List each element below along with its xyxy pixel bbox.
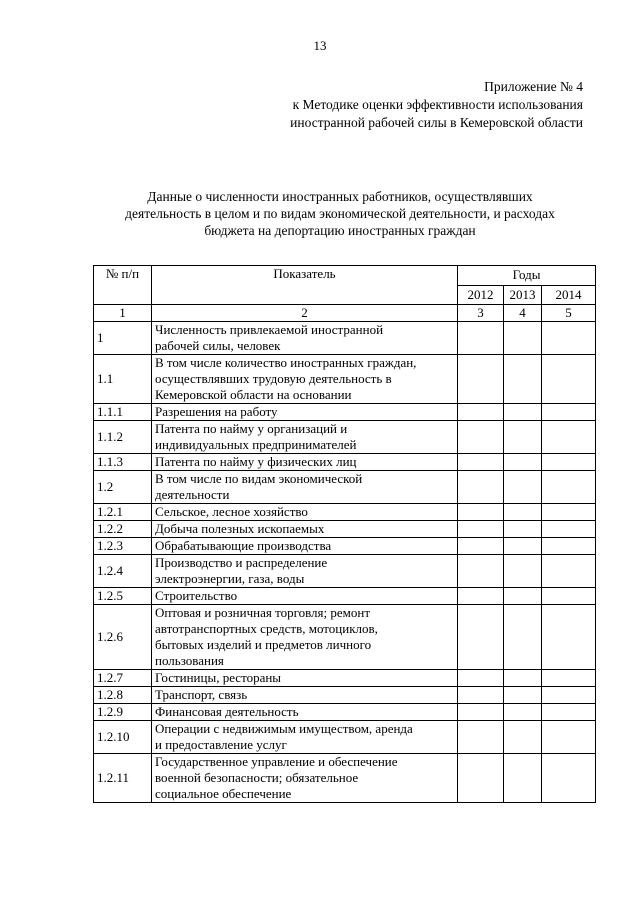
indicator-text-line: военной безопасности; обязательное [155,770,359,785]
row-indicator [152,322,458,355]
year-value-cell [458,521,504,538]
year-value-cell [504,504,542,521]
indicator-text-line: электроэнергии, газа, воды [155,571,305,586]
indicator-text-line: В том числе по видам экономической [155,471,363,486]
heading-line-3: бюджета на депортацию иностранных граждан [204,223,476,238]
year-value-cell [504,322,542,355]
year-value-cell [458,471,504,504]
table-row [94,471,596,504]
year-value-cell [458,504,504,521]
column-number: 4 [504,305,542,322]
table-header-row [94,266,596,286]
row-indicator [152,670,458,687]
year-value-cell [458,605,504,670]
table-row [94,404,596,421]
row-number: 1.1 [94,355,152,404]
row-number: 1.2.11 [94,754,152,803]
indicator-text-line: Патента по найму у организаций и [155,421,348,436]
row-indicator [152,687,458,704]
header-indicator: Показатель [152,266,458,305]
indicator-text-line: автотранспортных средств, мотоциклов, [155,621,378,636]
year-value-cell [458,754,504,803]
indicator-text-line: бытовых изделий и предметов личного [155,637,372,652]
appendix-line-2: иностранной рабочей силы в Кемеровской области [290,115,583,130]
row-number: 1.2.10 [94,721,152,754]
table-row [94,721,596,754]
year-value-cell [542,754,596,803]
indicator-text-line: Транспорт, связь [155,687,248,702]
column-number: 3 [458,305,504,322]
row-indicator [152,538,458,555]
year-value-cell [542,471,596,504]
year-value-cell [504,421,542,454]
row-indicator [152,588,458,605]
year-value-cell [458,588,504,605]
year-value-cell [458,721,504,754]
year-value-cell [504,355,542,404]
year-value-cell [542,605,596,670]
indicator-text-line: Государственное управление и обеспечение [155,754,398,769]
row-number: 1.1.1 [94,404,152,421]
year-value-cell [504,588,542,605]
row-indicator [152,721,458,754]
indicator-text-line: Финансовая деятельность [155,704,299,719]
row-indicator [152,471,458,504]
indicator-text-line: рабочей силы, человек [155,338,281,353]
row-number: 1.2.2 [94,521,152,538]
table-row [94,521,596,538]
year-value-cell [458,687,504,704]
table-row [94,588,596,605]
year-value-cell [458,704,504,721]
year-value-cell [504,471,542,504]
table-row [94,555,596,588]
indicator-text-line: Строительство [155,588,238,603]
year-value-cell [504,404,542,421]
year-value-cell [458,404,504,421]
year-value-cell [542,421,596,454]
year-value-cell [542,454,596,471]
table-row [94,704,596,721]
year-value-cell [542,588,596,605]
page-number: 13 [313,38,327,53]
table-row [94,322,596,355]
indicator-text-line: и предоставление услуг [155,737,287,752]
column-number: 2 [152,305,458,322]
indicator-text-line: Гостиницы, рестораны [155,670,282,685]
year-value-cell [458,454,504,471]
year-value-cell [542,670,596,687]
table-row [94,538,596,555]
table-row [94,355,596,404]
year-value-cell [504,670,542,687]
indicator-text-line: Операции с недвижимым имуществом, аренда [155,721,413,736]
row-indicator [152,555,458,588]
row-indicator [152,504,458,521]
year-value-cell [542,721,596,754]
year-value-cell [504,521,542,538]
year-value-cell [542,355,596,404]
year-value-cell [458,555,504,588]
year-value-cell [504,538,542,555]
year-value-cell [458,355,504,404]
indicator-text-line: В том числе количество иностранных граждан, [155,355,417,370]
year-value-cell [458,670,504,687]
indicator-text-line: Численность привлекаемой иностранной [155,322,384,337]
row-indicator [152,754,458,803]
appendix-title: Приложение № 4 [484,79,583,94]
table-body [94,322,596,803]
year-value-cell [542,322,596,355]
year-value-cell [504,721,542,754]
table-row [94,605,596,670]
year-value-cell [542,538,596,555]
indicator-text-line: пользования [155,653,224,668]
year-value-cell [458,421,504,454]
table-row [94,421,596,454]
row-number: 1.2.4 [94,555,152,588]
row-number: 1.2.8 [94,687,152,704]
year-value-cell [542,404,596,421]
row-number: 1.1.2 [94,421,152,454]
year-value-cell [458,538,504,555]
year-value-cell [504,555,542,588]
table-row [94,454,596,471]
header-year: 2014 [542,285,596,305]
indicator-text-line: Обрабатывающие производства [155,538,332,553]
header-year: 2012 [458,285,504,305]
row-indicator [152,421,458,454]
indicator-text-line: Оптовая и розничная торговля; ремонт [155,605,371,620]
row-number: 1.2.3 [94,538,152,555]
year-value-cell [504,605,542,670]
year-value-cell [458,322,504,355]
year-value-cell [504,687,542,704]
row-number: 1 [94,322,152,355]
indicator-text-line: осуществлявших трудовую деятельность в [155,371,392,386]
row-number: 1.2.9 [94,704,152,721]
indicator-text-line: Разрешения на работу [155,404,278,419]
indicator-text-line: Сельское, лесное хозяйство [155,504,308,519]
document-heading [80,188,600,239]
year-value-cell [542,504,596,521]
indicator-text-line: индивидуальных предпринимателей [155,437,357,452]
row-indicator [152,454,458,471]
row-number: 1.2.1 [94,504,152,521]
indicator-text-line: деятельности [155,487,230,502]
year-value-cell [504,754,542,803]
indicator-text-line: социальное обеспечение [155,786,292,801]
appendix-header [223,78,583,132]
table-row [94,687,596,704]
column-number: 1 [94,305,152,322]
header-num: № п/п [94,266,152,305]
indicator-text-line: Добыча полезных ископаемых [155,521,325,536]
row-indicator [152,355,458,404]
indicator-text-line: Кемеровской области на основании [155,387,352,402]
header-year: 2013 [504,285,542,305]
row-number: 1.2 [94,471,152,504]
year-value-cell [504,454,542,471]
row-indicator [152,404,458,421]
row-indicator [152,704,458,721]
year-value-cell [542,704,596,721]
header-years: Годы [458,266,596,286]
year-value-cell [504,704,542,721]
row-number: 1.2.7 [94,670,152,687]
data-table [93,265,596,803]
appendix-line-1: к Методике оценки эффективности использования [292,97,583,112]
row-indicator [152,521,458,538]
table-column-numbers-row [94,305,596,322]
table-row [94,754,596,803]
indicator-text-line: Производство и распределение [155,555,328,570]
row-number: 1.2.5 [94,588,152,605]
heading-line-2: деятельность в целом и по видам экономической деятельности, и расходах [125,206,555,221]
heading-line-1: Данные о численности иностранных работников, осуществлявших [147,189,533,204]
column-number: 5 [542,305,596,322]
row-number: 1.2.6 [94,605,152,670]
table-row [94,504,596,521]
indicator-text-line: Патента по найму у физических лиц [155,454,357,469]
year-value-cell [542,521,596,538]
row-number: 1.1.3 [94,454,152,471]
year-value-cell [542,555,596,588]
row-indicator [152,605,458,670]
year-value-cell [542,687,596,704]
table-row [94,670,596,687]
